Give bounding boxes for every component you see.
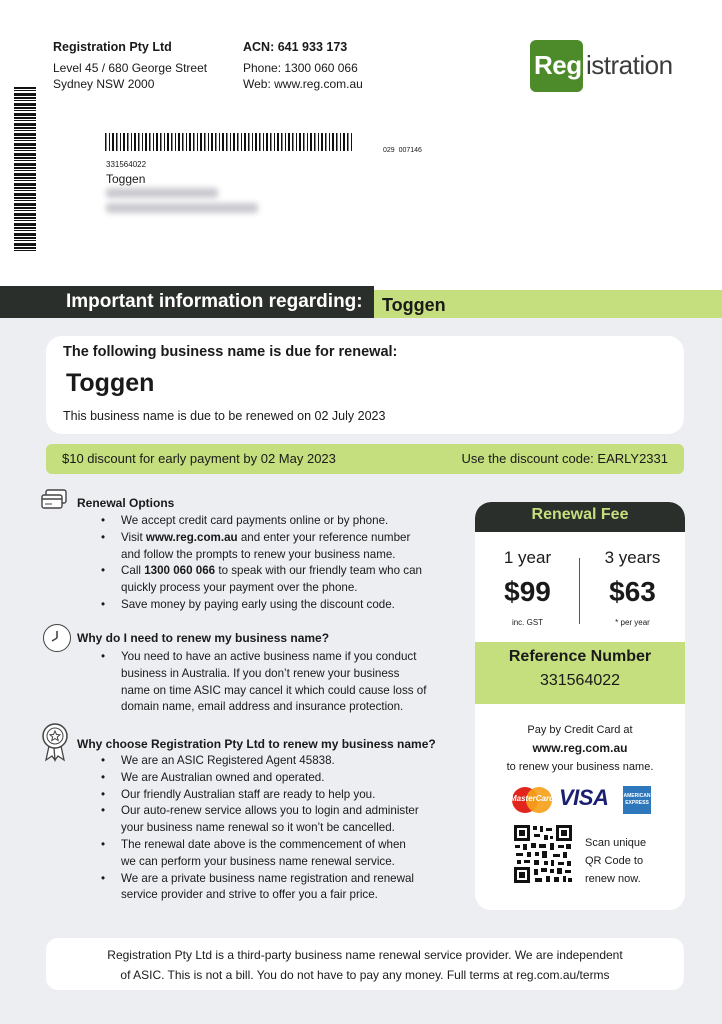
fee-3-years-period: 3 years bbox=[604, 548, 661, 567]
sender-company: Registration Pty Ltd bbox=[53, 40, 172, 54]
list-item: • Our auto-renew service allows you to login and administer your business name renewal so it won’t be cancelled. bbox=[121, 803, 461, 837]
list-item: • We are an ASIC Registered Agent 45838. bbox=[121, 753, 461, 770]
fee-3-years-note: * per year bbox=[615, 618, 650, 627]
clock-icon bbox=[43, 624, 71, 652]
renewal-heading: The following business name is due for renewal: bbox=[63, 344, 398, 360]
discount-bar bbox=[46, 444, 684, 474]
redacted-address-line2 bbox=[106, 203, 258, 213]
qr-code-icon[interactable] bbox=[513, 824, 573, 884]
logo-reg-text: Reg bbox=[534, 50, 582, 80]
list-item: • Call 1300 060 066 to speak with our friendly team who can quickly process your payment over the phone. bbox=[121, 563, 461, 597]
side-barcode bbox=[14, 87, 36, 252]
fee-1-year-note: inc. GST bbox=[511, 618, 544, 627]
phone-number-text: 1300 060 066 bbox=[144, 564, 216, 578]
recipient-ref-small: 331564022 bbox=[106, 160, 147, 169]
discount-offer: $10 discount for early payment by 02 May 2023 bbox=[62, 451, 336, 466]
renewal-due-text: This business name is due to be renewed on 02 July 2023 bbox=[63, 409, 386, 423]
list-item: • We accept credit card payments online or by phone. bbox=[121, 513, 461, 530]
renewal-business-name: Toggen bbox=[66, 369, 155, 397]
disclaimer-line2: of ASIC. This is not a bill. You do not have to pay any money. Full terms at reg.com.au/terms bbox=[120, 968, 610, 982]
sender-phone: Phone: 1300 060 066 bbox=[243, 61, 358, 75]
renewal-fee-title: Renewal Fee bbox=[531, 506, 629, 523]
renewal-fee-card bbox=[475, 502, 685, 910]
list-item: • You need to have an active business name if you conduct business in Australia. If you don’t renew your business name on time ASIC may cancel it which could cause loss of domain name, email address and insurance protection. bbox=[121, 649, 461, 716]
band-title: Important information regarding: bbox=[66, 291, 363, 312]
list-item: • Our friendly Australian staff are ready to help you. bbox=[121, 787, 461, 804]
fee-3-years-price: $63 bbox=[609, 576, 656, 607]
disclaimer-line1: Registration Pty Ltd is a third-party business name renewal service provider. We are independent bbox=[107, 948, 623, 962]
redacted-address-line1 bbox=[106, 188, 218, 198]
renewal-fee-header bbox=[475, 502, 685, 532]
pay-line3: to renew your business name. bbox=[506, 761, 654, 773]
list-item: • The renewal date above is the commencement of when we can perform your business name renewal service. bbox=[121, 837, 461, 871]
fee-1-year-period: 1 year bbox=[503, 548, 552, 567]
disclaimer-text bbox=[46, 945, 684, 985]
reference-number-title: Reference Number bbox=[508, 648, 652, 665]
website-link-text: www.reg.com.au bbox=[145, 530, 238, 544]
renewal-options-list bbox=[121, 513, 461, 614]
discount-code: Use the discount code: EARLY2331 bbox=[461, 451, 668, 466]
logo-istration-text: istration bbox=[586, 50, 673, 80]
why-renew-title: Why do I need to renew my business name? bbox=[77, 631, 330, 645]
pay-website: www.reg.com.au bbox=[532, 741, 628, 755]
sender-address-line1: Level 45 / 680 George Street bbox=[53, 61, 208, 75]
band-business-name: Toggen bbox=[382, 295, 446, 315]
postal-barcode bbox=[105, 133, 353, 151]
renewal-options-title: Renewal Options bbox=[77, 496, 175, 510]
visa-logo: VISA bbox=[559, 785, 609, 810]
reference-number-band bbox=[475, 642, 685, 704]
award-badge-icon bbox=[40, 722, 70, 762]
list-item: • Save money by paying early using the discount code. bbox=[121, 597, 461, 614]
list-item: • We are Australian owned and operated. bbox=[121, 770, 461, 787]
fee-1-year-price: $99 bbox=[504, 576, 551, 607]
postal-code-small: 029 007146 bbox=[383, 147, 422, 154]
list-item: • We are a private business name registration and renewal service provider and strive to offer you a fair price. bbox=[121, 871, 461, 905]
qr-instructions: Scan unique QR Code to renew now. bbox=[585, 837, 647, 885]
amex-logo: AMERICAN EXPRESS bbox=[623, 786, 651, 814]
mastercard-logo: MasterCard bbox=[509, 786, 555, 814]
recipient-name: Toggen bbox=[106, 172, 146, 186]
sender-address-line2: Sydney NSW 2000 bbox=[53, 77, 155, 91]
reference-number-value: 331564022 bbox=[539, 672, 621, 689]
why-choose-title: Why choose Registration Pty Ltd to renew my business name? bbox=[77, 737, 436, 751]
list-item: • Visit www.reg.com.au and enter your reference number and follow the prompts to renew your business name. bbox=[121, 530, 461, 564]
why-renew-list bbox=[121, 649, 461, 716]
sender-acn: ACN: 641 933 173 bbox=[243, 40, 348, 54]
credit-cards-icon bbox=[40, 488, 70, 512]
why-choose-list bbox=[121, 753, 461, 904]
pay-line1: Pay by Credit Card at bbox=[527, 724, 633, 736]
sender-web: Web: www.reg.com.au bbox=[243, 77, 363, 91]
